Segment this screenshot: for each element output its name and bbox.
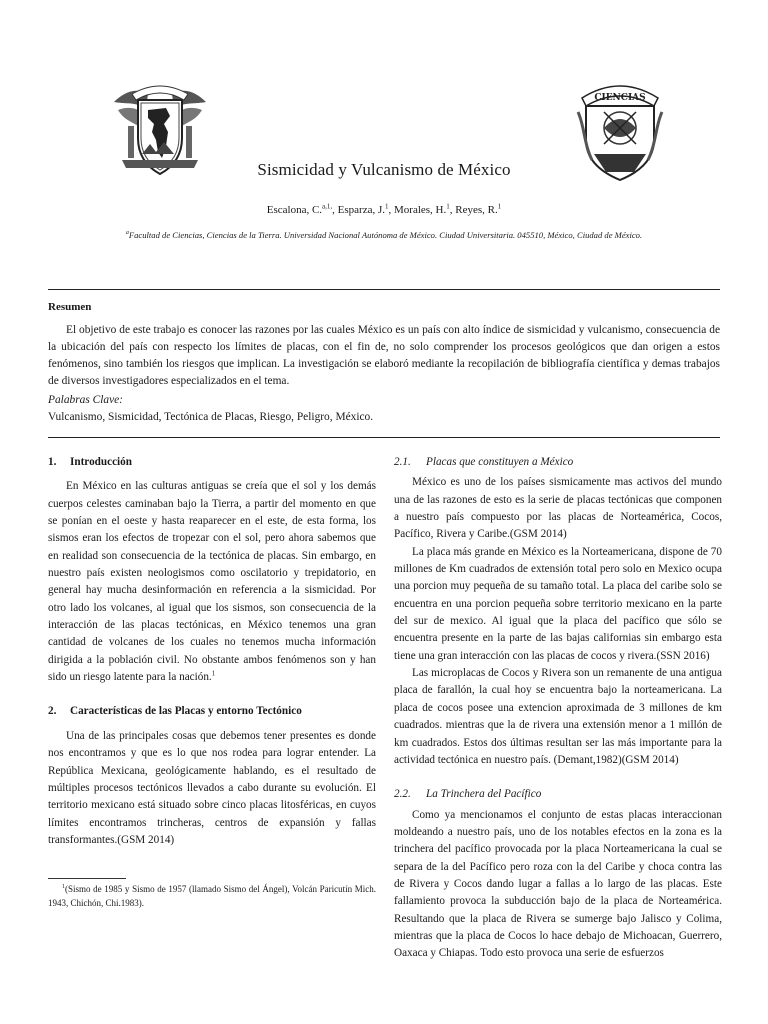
paper-title: Sismicidad y Vulcanismo de México [257, 160, 511, 179]
affiliation-marker: a [125, 230, 129, 237]
paragraph: México es uno de los países sismicamente mas activos del mundo una de las razones de esto es la serie de placas tectónicas que componen a nuestro país compuesto por las placas de Norteamérica, Cocos, Pacífico, Rivera y Caribe.(GSM 2014) [394, 476, 722, 541]
author-name: , Morales, H. [388, 204, 447, 216]
right-column [394, 454, 722, 963]
subsection-number: 2.1. [394, 456, 411, 468]
svg-text:CIENCIAS: CIENCIAS [594, 93, 646, 103]
subsection-heading-2-2 [394, 786, 722, 803]
author-marker: 1 [385, 202, 389, 211]
affiliation [0, 230, 768, 240]
affiliation-text: Facultad de Ciencias, Ciencias de la Tierra. Universidad Nacional Autónoma de México. Ciudad Universitaria. 045510, México, Ciudad de México. [128, 230, 643, 240]
author-marker: 1 [497, 202, 502, 211]
paragraph: Las microplacas de Cocos y Rivera son un remanente de una antigua placa de farallón, la cual hoy se encuentra bajo la norteamericana. La placa de cocos posee una extencion aproximada de 3 millones de km cuadrados. mientras que la de rivera una extensión menor a 1 millón de km cuadrados. Estos dos últimas resultan ser las más importante para la actividad tectónica en nuestro país. (Demant,1982)(GSM 2014) [394, 667, 722, 766]
left-column [48, 454, 376, 849]
section-number: 2. [48, 705, 57, 718]
subsection-heading-2-1 [394, 454, 722, 471]
intro-paragraph [48, 478, 376, 686]
abstract-heading: Resumen [48, 301, 92, 313]
section-number: 1. [48, 456, 57, 468]
subsection-number: 2.2. [394, 788, 411, 801]
footnote-rule [48, 878, 126, 879]
divider-top [48, 289, 720, 290]
author-marker: 1 [446, 202, 450, 211]
author-name: , Esparza, J. [332, 204, 385, 216]
footnote [48, 883, 376, 910]
author-marker: a,1, [322, 202, 333, 211]
author-name: Escalona, C. [266, 204, 323, 216]
section-heading-1 [48, 454, 376, 471]
footnote-number: 1 [62, 884, 65, 890]
paragraph: La placa más grande en México es la Norteamericana, dispone de 70 millones de Km cuadrados de extensión total pero solo en Mexico ocupa una porcion muy pequeña de su tamaño total. La placa del caribe solo se encuentra en una porcion pequeña sobre territorio mexicano en la parte del sur de mexico. Al igual que la placa del pacífico que sólo se encuentra presente en la parte de las bajas californias sin embargo esta tiene una gran interacción con las placas de cocos y rivera.(SSN 2016) [394, 545, 722, 662]
divider-bottom [48, 437, 720, 438]
section-2-paragraph: Una de las principales cosas que debemos tener presentes es donde nos encontramos y que es lo que nos rodea para lograr entender. La República Mexicana, geológicamente hablando, es el resultado de múltiples procesos tectónicos llevados a cabo durante su evolución. El territorio mexicano está situado sobre cinco placas litosféricas, en cuyos límites encontramos trincheras, centros de expansión y fallas transformantes.(GSM 2014) [48, 729, 376, 846]
subsection-title: La Trinchera del Pacífico [426, 788, 542, 801]
footnote-text: (Sismo de 1985 y Sismo de 1957 (llamado Sismo del Ángel), Volcán Paricutín Mich. 1943, Chichón, Chi.1983). [48, 884, 376, 908]
paragraph: Como ya mencionamos el conjunto de estas placas interaccionan moldeando a nuestro país, uno de los notables efectos en la zona es la trinchera del pacífico provocada por la placa Norteamericana la cual se separa de la del Pacífico pero roza con la del Caribe y choca contra las de Rivera y Cocos dando lugar a fallas a lo largo de las placas. Este fallamiento provoca la subducción bajo de la placa de Norteamérica. Resultando que la placa de Rivera se sumerge bajo Jalisco y Colima, mientras que la placa de Cocos lo hace debajo de Michoacan, Guerrero, Oaxaca y Chiapas. Todo esto provoca una serie de esfuerzos [394, 808, 722, 960]
keywords-label: Palabras Clave: [48, 394, 123, 406]
subsection-title: Placas que constituyen a México [426, 456, 574, 468]
footnote-marker: 1 [211, 669, 216, 678]
keywords-text: Vulcanismo, Sismicidad, Tectónica de Placas, Riesgo, Peligro, México. [48, 411, 374, 423]
abstract-body: El objetivo de este trabajo es conocer las razones por las cuales México es un país con alto índice de sismicidad y vulcanismo, consecuencia de la ubicación del país con respecto los límites de placas, con el fin de, no solo comprender los procesos geológicos que dan origen a estos fenómenos, sino también los riesgos que implican. La investigación se elaboró mediante la recopilación de bibliografía científica y demas trabajos de diversos investigadores especializados en el tema. [48, 324, 720, 387]
author-list [0, 204, 768, 216]
paragraph-text: En México en las culturas antiguas se creía que el sol y los demás cuerpos celestes caminaban bajo la Tierra, a partir del momento en que se ponían en el oeste y hasta reaparecer en el este, de esta forma, los sismos eran los efectos de tropezar con el sol, pero ahora sabemos que en realidad son consecuencia de la tectónica de placas. Sin embargo, en nuestro país existen neologismos como oscilatorio y trepidatorio, en general hay mucha desinformación en referencia a la sismicidad. Por otro lado los volcanes, al igual que los sismos, son consecuencia de la interacción de las placas tectónicas, en México tenemos una gran cantidad de volcanes de los cuales no tenemos mucha información dirigida a la población civil. No obstante ambos fenómenos son y han sido un riesgo latente para la nación. [48, 480, 376, 684]
section-heading-2 [48, 703, 376, 720]
section-title: Características de las Placas y entorno Tectónico [70, 705, 302, 718]
author-name: , Reyes, R. [449, 204, 498, 216]
section-title: Introducción [70, 456, 132, 468]
